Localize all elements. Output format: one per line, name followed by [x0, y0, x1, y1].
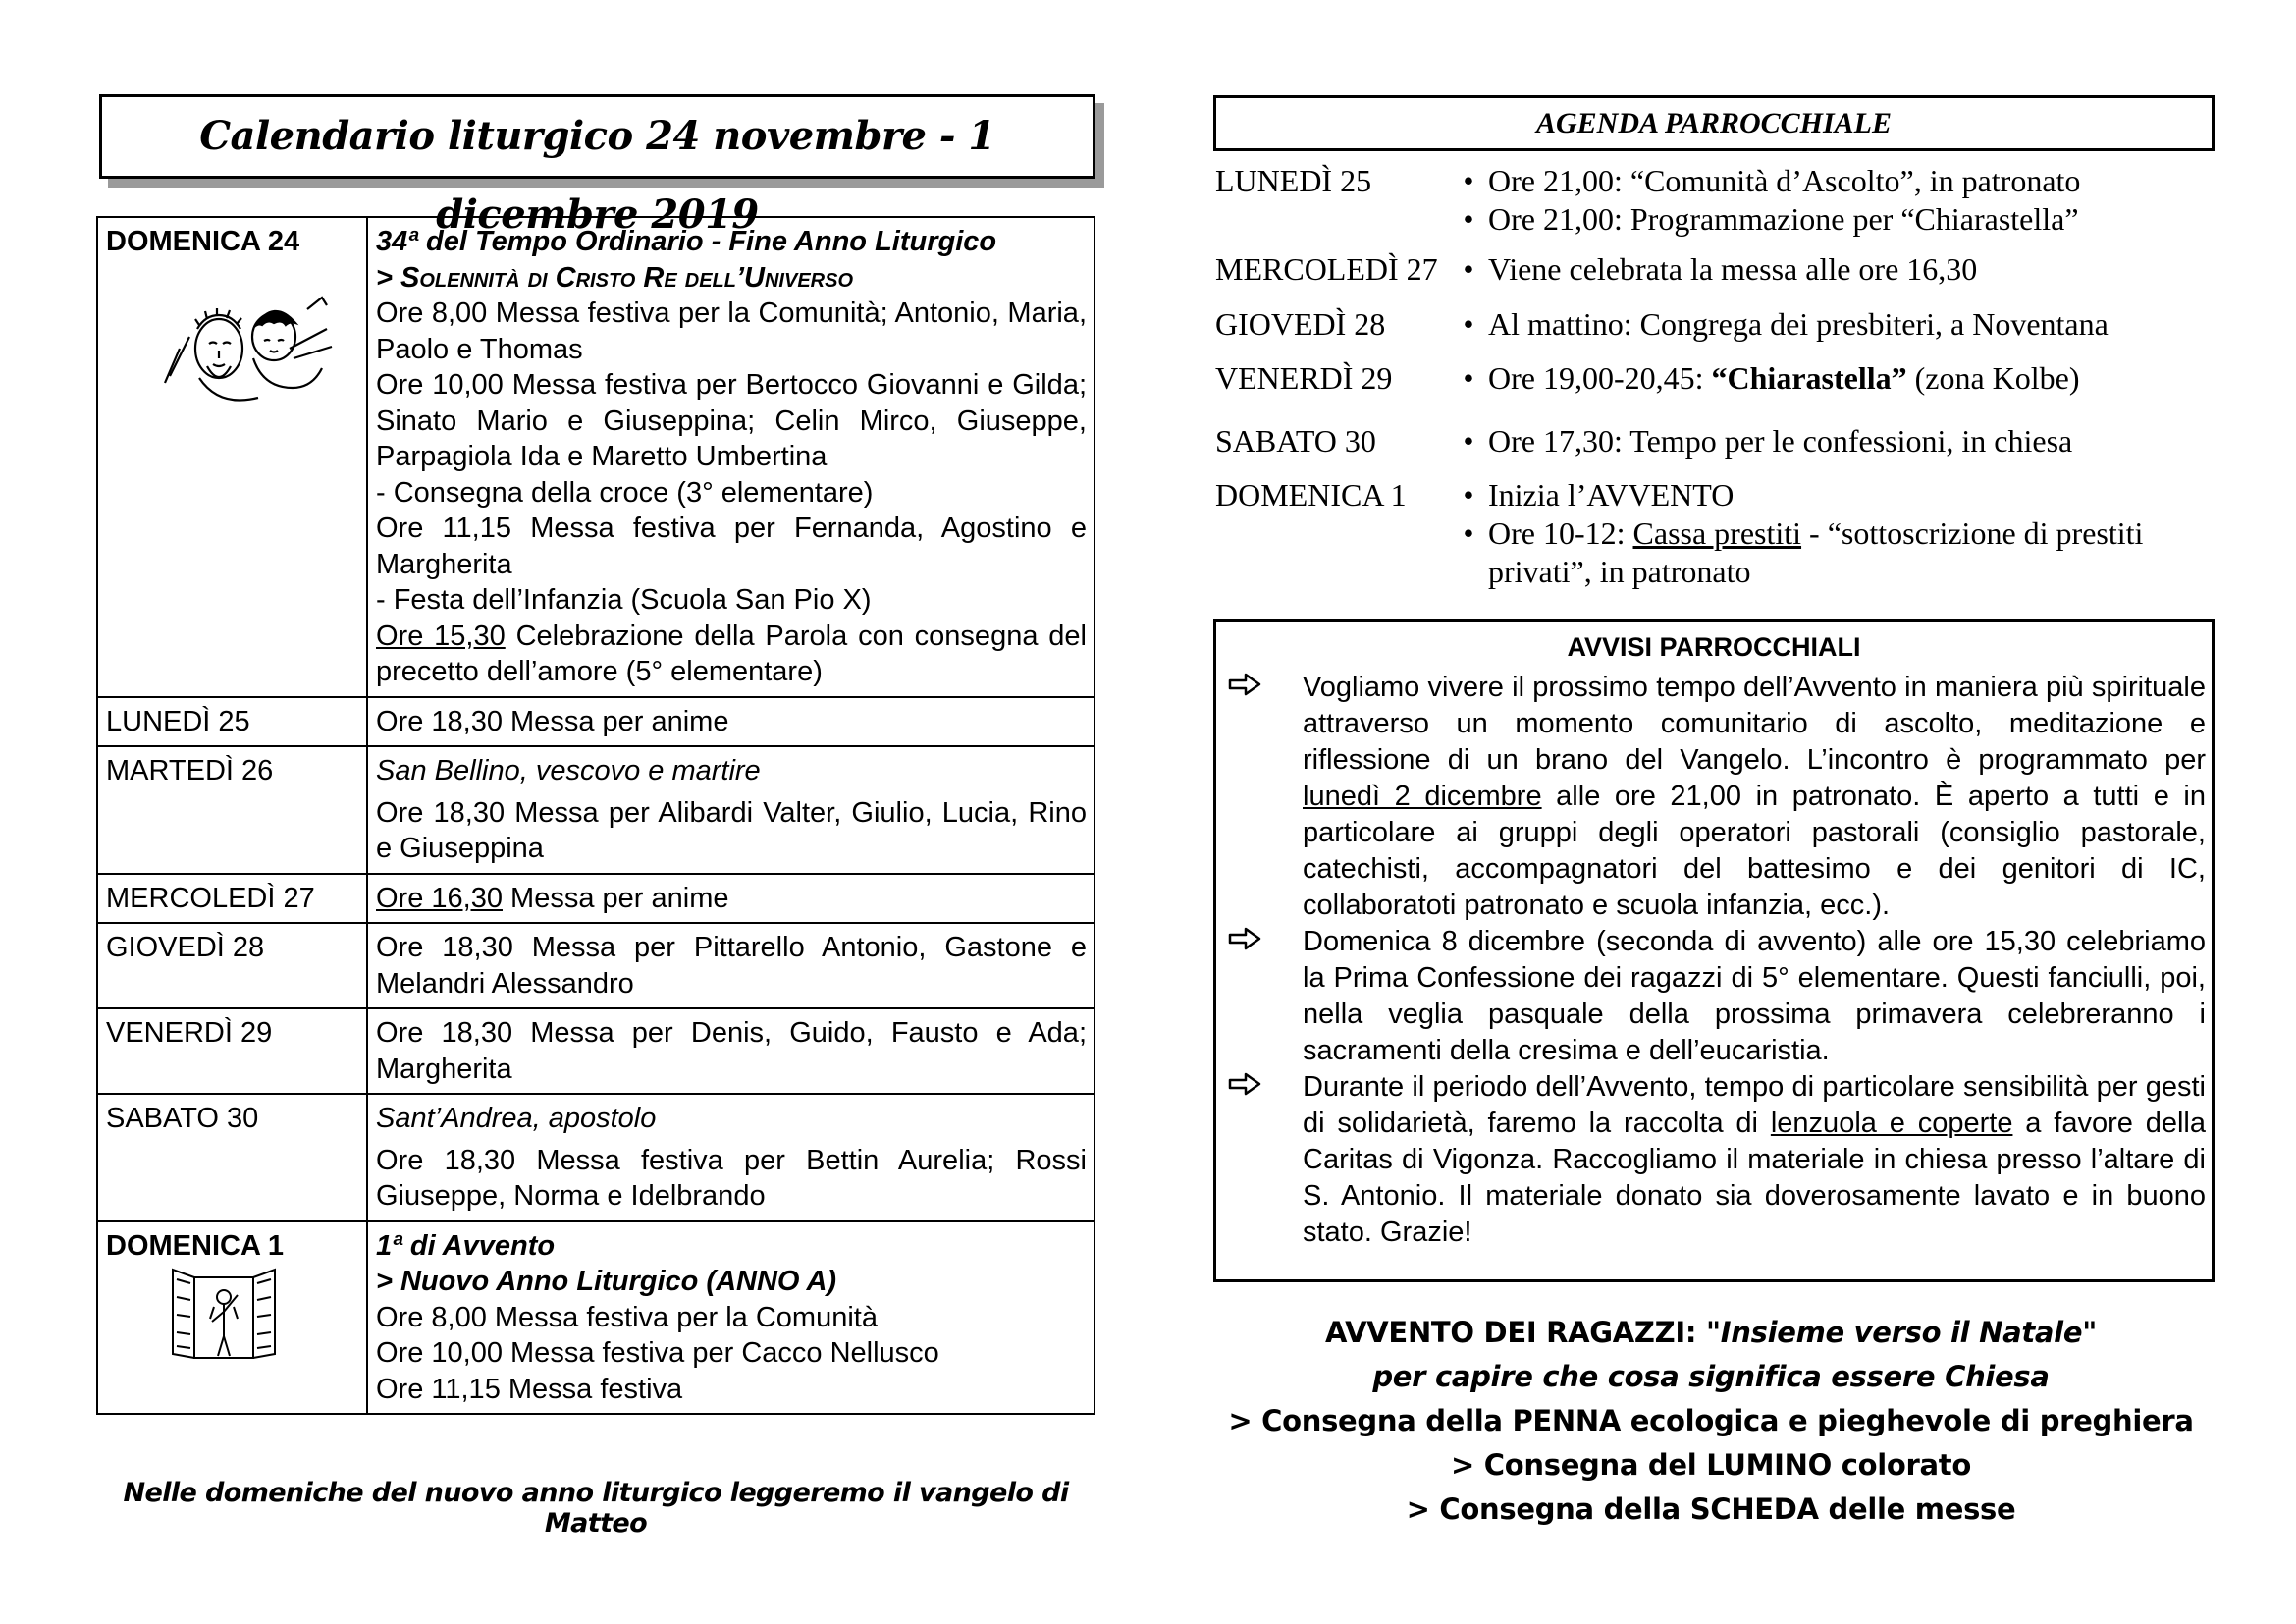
agenda-row	[1215, 162, 2212, 239]
day-label: MERCOLEDÌ 27	[97, 874, 367, 924]
mass-entry: Ore 18,30 Messa festiva per Bettin Aurelia; Rossi Giuseppe, Norma e Idelbrando	[376, 1144, 1087, 1212]
agenda-row	[1215, 250, 2212, 289]
youth-advent-subtitle: per capire che cosa significa essere Chiesa	[1372, 1360, 2050, 1393]
bullet-icon: •	[1463, 360, 1474, 396]
mass-time: Ore 16,30	[376, 882, 503, 914]
day-label: MARTEDÌ 26	[97, 746, 367, 874]
new-year-title: > Nuovo Anno Liturgico (ANNO A)	[376, 1266, 837, 1297]
list-item: Vogliamo vivere il prossimo tempo dell’Avvento in maniera più spirituale attraverso un momento comunitario di ascolto, meditazione e riflessione di un brano del Vangelo. L’incontro è programmato per lunedì 2 dicembre alle ore 21,00 in patronato. È aperto a tutti e in particolare ai gruppi degli operatori pastorali (consiglio pastorale, catechisti, accompagnatori del battesimo e dei genitori di IC, collaboratoti patronato e scuola infanzia, ecc.).	[1216, 670, 2212, 924]
list-item: > Consegna della SCHEDA delle messe	[1406, 1492, 2016, 1526]
list-item: • Ore 21,00: Programmazione per “Chiarastella”	[1449, 200, 2212, 239]
list-item: • Ore 21,00: “Comunità d’Ascolto”, in patronato	[1449, 162, 2212, 200]
title-box	[99, 94, 1095, 238]
agenda-list	[1215, 162, 2212, 591]
table-row	[97, 1221, 1095, 1415]
day-label: VENERDÌ 29	[97, 1008, 367, 1094]
saint-name: San Bellino, vescovo e martire	[376, 755, 761, 786]
list-item: Domenica 8 dicembre (seconda di avvento) alle ore 15,30 celebriamo la Prima Confessione dei ragazzi di 5° elementare. Questi fanciulli, poi, nella veglia pasquale della prossima primavera celebreranno i sacramenti della cresima e dell’eucaristia.	[1216, 924, 2212, 1069]
list-item: • Ore 17,30: Tempo per le confessioni, in chiesa	[1449, 422, 2212, 460]
bullet-icon: •	[1463, 251, 1474, 287]
notices-title: AVVISI PARROCCHIALI	[1567, 632, 1861, 662]
mass-entry: Ore 18,30 Messa per Alibardi Valter, Giulio, Lucia, Rino e Giuseppina	[376, 796, 1087, 864]
mass-entry: Ore 10,00 Messa festiva per Bertocco Giovanni e Gilda; Sinato Mario e Giuseppina; Celin Mirco, Giuseppe, Parpagiola Ida e Maretto Umbertina	[376, 369, 1087, 472]
list-item: Durante il periodo dell’Avvento, tempo di particolare sensibilità per gesti di solidarietà, faremo la raccolta di lenzuola e coperte a favore della Caritas di Vigonza. Raccogliamo il materiale in chiesa presso l’altare di S. Antonio. Il materiale donato sia doverosamente lavato e in buono stato. Grazie!	[1216, 1069, 2212, 1251]
day-label: LUNEDÌ 25	[97, 697, 367, 747]
event-note: - Consegna della croce (3° elementare)	[376, 476, 874, 509]
agenda-row	[1215, 359, 2212, 398]
list-item: > Consegna del LUMINO colorato	[1450, 1448, 1971, 1482]
mass-entry	[367, 874, 1095, 924]
gospel-note: Nelle domeniche del nuovo anno liturgico leggeremo il vangelo di Matteo	[123, 1478, 1069, 1539]
list-item: > Consegna della PENNA ecologica e pieghevole di preghiera	[1228, 1404, 2194, 1437]
agenda-day: LUNEDÌ 25	[1215, 163, 1372, 198]
list-item: • Al mattino: Congrega dei presbiteri, a Noventana	[1449, 305, 2212, 344]
jesus-embracing-figure-illustration	[160, 290, 337, 417]
youth-advent-motto: "Insieme verso il Natale"	[1705, 1316, 2098, 1349]
youth-advent-label: AVVENTO DEI RAGAZZI:	[1324, 1316, 1697, 1349]
bullet-icon: •	[1463, 163, 1474, 198]
agenda-day: SABATO 30	[1215, 423, 1376, 459]
list-item: • Inizia l’AVVENTO	[1449, 476, 2212, 514]
youth-advent-section	[1213, 1311, 2209, 1532]
bullet-icon: •	[1463, 423, 1474, 459]
mass-entry: Ore 11,15 Messa festiva per Fernanda, Agostino e Margherita	[376, 513, 1087, 580]
table-row	[97, 697, 1095, 747]
bullet-icon: •	[1463, 477, 1474, 513]
mass-entry: Ore 8,00 Messa festiva per la Comunità; Antonio, Maria, Paolo e Thomas	[376, 298, 1087, 365]
event-note	[376, 619, 1087, 690]
list-item: • Viene celebrata la messa alle ore 16,30	[1449, 250, 2212, 289]
agenda-row	[1215, 476, 2212, 591]
mass-entry: Ore 10,00 Messa festiva per Cacco Nellusco	[376, 1337, 939, 1369]
mass-entry: Ore 11,15 Messa festiva	[376, 1373, 683, 1405]
agenda-day: DOMENICA 1	[1215, 477, 1407, 513]
youth-advent-heading	[1213, 1311, 2209, 1355]
event-note: - Festa dell’Infanzia (Scuola San Pio X)	[376, 584, 872, 616]
sunday-title: 34ª del Tempo Ordinario - Fine Anno Liturgico	[376, 226, 997, 257]
event-time: Ore 15,30	[376, 620, 506, 652]
table-row	[97, 217, 1095, 697]
table-row	[97, 1008, 1095, 1094]
mass-description: Messa per anime	[510, 882, 729, 914]
agenda-day: MERCOLEDÌ 27	[1215, 251, 1438, 287]
arrow-right-icon	[1228, 1072, 1261, 1096]
arrow-right-icon	[1228, 673, 1261, 696]
event-description: Celebrazione della Parola con consegna del precetto dell’amore (5° elementare)	[376, 620, 1087, 687]
agenda-row	[1215, 305, 2212, 344]
notices-box	[1213, 619, 2215, 1282]
bullet-icon: •	[1463, 306, 1474, 342]
agenda-day: GIOVEDÌ 28	[1215, 306, 1386, 342]
day-label: DOMENICA 24	[106, 226, 300, 257]
solemnity-title: > Solennità di Cristo Re dell’Universo	[376, 261, 853, 294]
mass-entry: Ore 18,30 Messa per anime	[367, 697, 1095, 747]
day-label: DOMENICA 1	[106, 1229, 284, 1262]
arrow-right-icon	[1228, 927, 1261, 950]
mass-entry: Ore 8,00 Messa festiva per la Comunità	[376, 1301, 878, 1333]
table-row	[97, 874, 1095, 924]
mass-entry: Ore 18,30 Messa per Denis, Guido, Fausto e Ada; Margherita	[367, 1008, 1095, 1094]
page-title: Calendario liturgico 24 novembre - 1 dicembre 2019	[199, 113, 995, 238]
figure-opening-door-illustration	[165, 1268, 283, 1361]
agenda-day: VENERDÌ 29	[1215, 360, 1393, 396]
agenda-title: AGENDA PARROCCHIALE	[1213, 95, 2215, 151]
table-row	[97, 923, 1095, 1008]
mass-entry: Ore 18,30 Messa per Pittarello Antonio, Gastone e Melandri Alessandro	[367, 923, 1095, 1008]
calendar-table	[96, 216, 1095, 1415]
advent-title: 1ª di Avvento	[376, 1229, 556, 1262]
list-item: • Ore 10-12: Cassa prestiti - “sottoscrizione di prestiti privati”, in patronato	[1449, 514, 2212, 591]
list-item: • Ore 19,00-20,45: “Chiarastella” (zona Kolbe)	[1449, 359, 2212, 398]
bullet-icon: •	[1463, 201, 1474, 237]
day-label: SABATO 30	[97, 1094, 367, 1221]
bullet-icon: •	[1463, 515, 1474, 551]
table-row	[97, 746, 1095, 874]
saint-name: Sant’Andrea, apostolo	[376, 1103, 657, 1134]
agenda-row	[1215, 422, 2212, 460]
table-row	[97, 1094, 1095, 1221]
day-label: GIOVEDÌ 28	[97, 923, 367, 1008]
